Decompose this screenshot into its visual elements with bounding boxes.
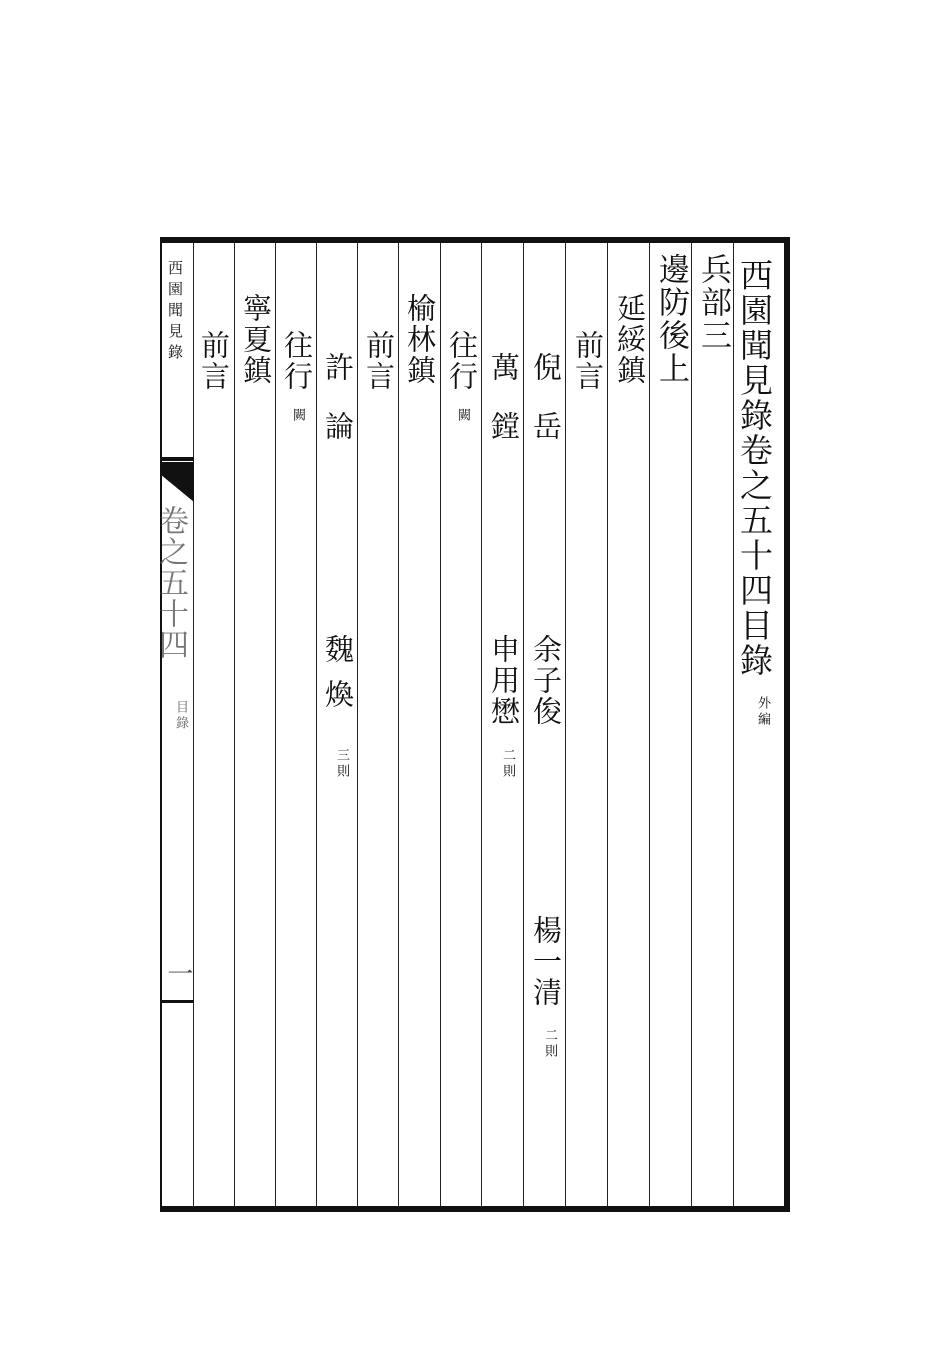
note-shen-yongmao: 二則 [500,748,515,780]
column-rule [440,243,441,1206]
title-suffix: 外編 [755,696,770,728]
column-rule [357,243,358,1206]
column-rule [193,243,194,1206]
name-wan-tang: 萬鏜 [487,352,521,470]
column-rule [398,243,399,1206]
column-rule [523,243,524,1206]
column-rule [234,243,235,1206]
spine-lower-rule [160,1000,194,1003]
note-wei-huan: 三則 [334,748,349,780]
book-title: 西園聞見錄卷之五十四目錄 [735,258,774,678]
heading-qianyan-3: 前言 [197,330,231,392]
spine-upper-rule [160,457,194,461]
name-wei-huan: 魏煥 [321,634,355,724]
name-xu-lun: 許論 [321,352,355,470]
name-yu-zijun: 余子俊 [529,634,563,727]
column-rule [607,243,608,1206]
column-rule [733,243,734,1206]
heading-yansui: 延綏鎮 [613,293,647,386]
column-rule [691,243,692,1206]
column-rule [481,243,482,1206]
spine-section-label: 目錄 [173,700,188,732]
heading-wangxing-1: 往行 [445,330,479,392]
heading-qianyan-1: 前言 [571,330,605,392]
note-wangxing-1: 闕 [455,408,470,424]
spine-book-title: 西園聞見錄 [166,260,184,365]
page-number: 一 [163,960,193,987]
heading-ningxia: 寧夏鎮 [239,293,273,386]
heading-yulin: 榆林鎮 [403,293,437,386]
subsection-heading: 邊防後上 [653,253,689,385]
name-yang-yiqing: 楊一清 [529,915,563,1008]
spine-volume-label: 卷之五十四 [153,505,188,660]
heading-qianyan-2: 前言 [362,330,396,392]
column-rule [649,243,650,1206]
column-rule [275,243,276,1206]
name-shen-yongmao: 申用懋 [487,634,521,727]
note-yang-yiqing: 二則 [542,1028,557,1060]
section-heading: 兵部三 [695,253,731,352]
column-rule [316,243,317,1206]
note-wangxing-2: 闕 [290,408,305,424]
column-rule [565,243,566,1206]
heading-wangxing-2: 往行 [280,330,314,392]
name-ni-yue: 倪岳 [529,352,563,470]
